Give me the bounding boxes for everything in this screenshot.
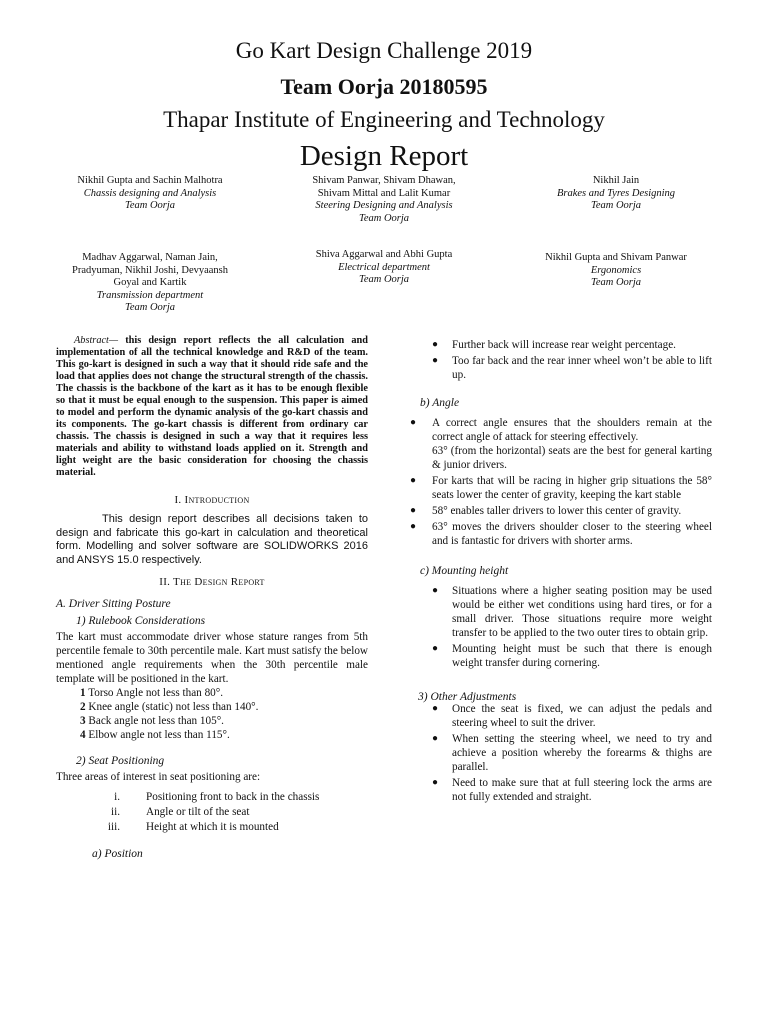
subsection-mounting-height: c) Mounting height [420,565,509,577]
team-title: Team Oorja 20180595 [280,74,488,99]
section-heading-design-report: II. The Design Report [159,576,265,588]
author-dept: Electrical department [338,261,430,273]
author-block-chassis [50,175,250,213]
list-item: 63° (from the horizontal) seats are the best for general karting & junior drivers. [432,445,712,471]
author-team: Team Oorja [590,200,642,211]
author-names: Shivam Panwar, Shivam Dhawan, Shivam Mittal and Lalit Kumar [312,175,456,199]
list-item: ● Further back will increase rear weight percentage. [431,339,676,351]
list-item: i. Positioning front to back in the chassis [114,791,320,803]
right-column [409,338,712,806]
conference-title: Go Kart Design Challenge 2019 [235,38,533,63]
author-block-ergonomics [516,252,716,290]
mounting-bullets [418,584,712,670]
author-dept: Ergonomics [590,264,642,276]
list-item: 3 Back angle not less than 105°. [80,715,224,727]
author-block-transmission [64,252,236,315]
list-item: ● Mounting height must be such that there is enough weight transfer during cornering. [431,643,712,669]
author-dept: Brakes and Tyres Designing [556,187,676,199]
list-item: 1 Torso Angle not less than 80°. [80,687,224,699]
list-item: ● When setting the steering wheel, we need to try and achieve a position whereby the forearms & thighs are parallel. [431,733,712,773]
seat-intro-text: Three areas of interest in seat positioning are: [56,771,261,783]
abstract-label: Abstract— [74,335,119,346]
author-block-brakes [516,175,716,213]
author-team: Team Oorja [590,277,642,288]
abstract-text: this design report reflects the all calculation and implementation of all the technical knowledge and R&D of the team. This go-kart is designed in such a way that it should ride safe and the load that applies does not change the structural strength of the chassis. The chassis is the backbone of the kart as it has to be enough flexible so that it must be equal enough to the suspension. This paper is aimed to model and perform the dynamic analysis of the go-kart chassis and its components. The go-kart chassis is different from ordinary car chassis. The chassis is designed in such a way that it requires less materials and ability to withstand loads applied on it. Strength and light weight are the basic consideration for choosing the chassis material. [56,335,368,478]
author-names: Shiva Aggarwal and Abhi Gupta [315,249,453,260]
subsection-driver-posture: A. Driver Sitting Posture [56,598,171,610]
angle-rules-list [56,686,368,742]
author-names: Nikhil Jain [592,175,640,186]
author-names: Nikhil Gupta and Shivam Panwar [545,252,687,263]
angle-bullets [394,416,712,548]
list-item: ● For karts that will be racing in higher grip situations the 58° seats lower the center of gravity, keeping the kart stable [409,475,712,501]
list-item: iii. Height at which it is mounted [107,821,279,833]
list-item: ● 58° enables taller drivers to lower this center of gravity. [409,505,682,517]
list-item: ● Too far back and the rear inner wheel won’t be able to lift up. [431,355,712,381]
author-team: Team Oorja [358,212,410,224]
subsection-position: a) Position [92,848,143,860]
list-item: 4 Elbow angle not less than 115°. [80,729,230,741]
abstract [56,335,368,479]
author-team: Team Oorja [358,274,410,285]
author-team: Team Oorja [124,302,176,313]
left-column [56,335,368,864]
seat-areas-list [56,790,368,835]
section-heading-introduction: I. Introduction [174,494,250,506]
author-team: Team Oorja [124,200,176,211]
author-names: Madhav Aggarwal, Naman Jain, Pradyuman, Nikhil Joshi, Devyaansh Goyal and Kartik [71,252,229,288]
rulebook-text: The kart must accommodate driver whose stature ranges from 5th percentile female to 30th percentile male. Kart must satisfy the below mentioned angle requirements when the 30th percentile male template will be positioned in the kart. [56,631,368,685]
list-item: ● Need to make sure that at full steering lock the arms are not fully extended and straight. [431,777,712,803]
list-item: ● 63° moves the drivers shoulder closer to the steering wheel and is fantastic for drivers with shorter arms. [409,521,712,547]
author-dept: Transmission department [96,289,204,301]
subsection-other-adjustments: 3) Other Adjustments [418,691,517,703]
subsection-seat-positioning: 2) Seat Positioning [76,755,165,767]
list-item: ● Situations where a higher seating position may be used would be either wet conditions using hard tires, or for a small driver. Those situations require more weight transfer to be applied to the two outer tires to obtain grip. [431,585,712,639]
position-bullets [418,338,712,382]
list-item: 2 Knee angle (static) not less than 140°. [80,701,259,713]
subsection-angle: b) Angle [420,397,460,409]
institute-name: Thapar Institute of Engineering and Technology [163,107,605,132]
author-block-steering [296,175,472,225]
author-names: Nikhil Gupta and Sachin Malhotra [77,175,223,186]
list-item: ● A correct angle ensures that the shoulders remain at the correct angle of attack for steering effectively. [409,417,712,443]
subsection-rulebook: 1) Rulebook Considerations [76,615,206,627]
author-dept: Chassis designing and Analysis [83,187,217,199]
introduction-text: This design report describes all decisions taken to design and fabricate this go-kart in calculation and theoretical form. Modelling and solver software are SOLIDWORKS 2016 and ANSYS 15.0 respectively. [56,513,368,566]
list-item: ii. Angle or tilt of the seat [110,806,250,818]
report-title: Design Report [299,140,469,172]
author-dept: Steering Designing and Analysis [315,200,453,211]
adjustment-bullets [418,702,712,804]
author-block-electrical [286,249,482,287]
list-item: ● Once the seat is fixed, we can adjust the pedals and steering wheel to suit the driver. [431,703,712,729]
